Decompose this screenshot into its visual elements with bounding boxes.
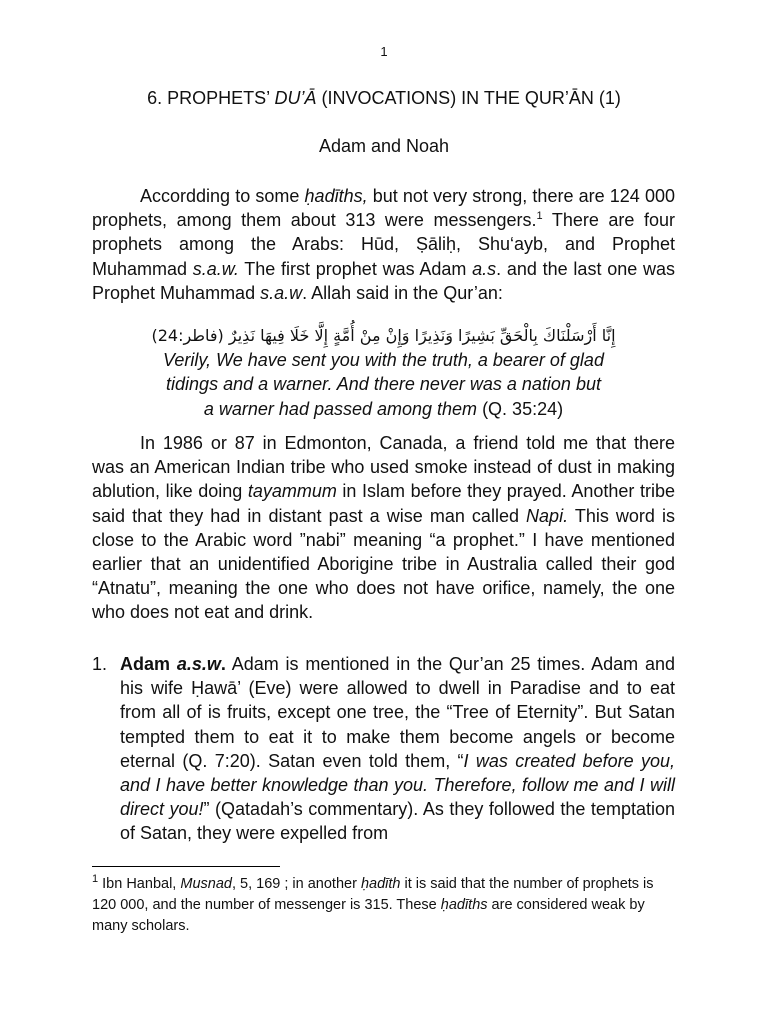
quran-quote — [92, 324, 675, 421]
list-number: 1. — [92, 654, 108, 674]
footnote-marker[interactable]: 1 — [536, 210, 543, 223]
prophet-name: Adam — [120, 654, 177, 674]
title-part: 6. PROPHETS’ — [147, 88, 275, 108]
italic-term: s.a.w — [260, 282, 303, 303]
arabic-verse: إِنَّا أَرْسَلْنَاكَ بِالْحَقِّ بَشِيرًا وَنَذِيرًا وَإِنْ مِنْ أُمَّةٍ إِلَّا خَلَا فِيهَا نَذِيرٌ (فاطر:24) — [151, 326, 616, 345]
footnote-number: 1 — [92, 873, 99, 886]
title-italic: DU’Ā — [274, 88, 317, 108]
italic-term: s.a.w. — [192, 258, 239, 279]
text: ” (Qatadah’s commentary). As they followed the temptation of Satan, they were expelled from — [120, 799, 675, 844]
quote-line — [92, 397, 675, 421]
footnote — [92, 874, 675, 937]
text: In 1986 or 87 in Edmonton, Canada, a friend told me that there was an American Indian tribe who used smoke instead of dust in making ablution, like doing — [92, 433, 675, 502]
quote-line: tidings and a warner. And there never was a nation but — [166, 374, 601, 395]
intro-paragraph — [92, 184, 675, 305]
prophet-list — [92, 652, 675, 846]
page-number: 1 — [380, 44, 388, 59]
chapter-title — [0, 88, 768, 109]
italic-term: ḥadīths, — [304, 186, 368, 206]
quote-text: a warner had passed among them — [203, 398, 478, 419]
text: it is said that the number of prophets is 120 000, and the number of messenger is 315. These — [92, 876, 654, 913]
text: This word is close to the Arabic word ”nabi” meaning “a prophet.” I have mentioned earlier that an unidentified Aborigine tribe in Australia called their god “Atnatu”, meaning the one who does not have orifice, namely, the one who does not eat and drink. — [92, 505, 675, 623]
punctuation: . — [220, 654, 226, 674]
italic-term: ḥadīth — [360, 876, 401, 892]
italic-quote: I was created before you, and I have better knowledge than you. Therefore, follow me and I will direct you! — [120, 750, 675, 820]
title-part: (INVOCATIONS) IN THE QUR’ĀN (1) — [316, 88, 621, 108]
italic-term: a.s — [472, 258, 497, 279]
italic-term: tayammum — [247, 481, 337, 502]
quote-line: Verily, We have sent you with the truth, a bearer of glad — [163, 350, 604, 371]
honorific: a.s.w — [176, 654, 221, 674]
quote-reference: (Q. 35:24) — [477, 398, 564, 419]
italic-term: Musnad — [180, 876, 232, 892]
text: . and the last one was Prophet Muhammad — [92, 258, 675, 303]
text: are considered weak by many scholars. — [92, 897, 645, 934]
text: There are four prophets among the Arabs: Hūd, Ṣāliḥ, Shu‘ayb, and Prophet Muhammad — [92, 210, 676, 279]
section-subtitle: Adam and Noah — [318, 136, 450, 156]
italic-term: ḥadīths — [440, 897, 488, 913]
text: Ibn Hanbal, — [98, 876, 181, 892]
text: , 5, 169 ; in another — [231, 876, 361, 892]
text: in Islam before they prayed. Another tribe said that they had in distant past a wise man called — [92, 481, 676, 526]
text: . Allah said in the Qur’an: — [302, 282, 503, 303]
italic-term: Napi. — [526, 505, 569, 526]
text: but not very strong, there are 124 000 prophets, among them about 313 were messengers. — [92, 186, 675, 231]
text: Adam is mentioned in the Qur’an 25 times. Adam and his wife Ḥawā’ (Eve) were allowed to dwell in Paradise and to eat from all of is fruits, except one tree, the “Tree of Eternity”. But Satan tempted them to eat it to make them become angels or become eternal (Q. 7:20). Satan even told them, “ — [120, 654, 675, 771]
story-paragraph — [92, 431, 675, 625]
footnote-divider — [92, 866, 280, 867]
text: Accordding to some — [140, 186, 305, 206]
list-item-adam — [92, 652, 675, 846]
text: The first prophet was Adam — [238, 258, 473, 279]
